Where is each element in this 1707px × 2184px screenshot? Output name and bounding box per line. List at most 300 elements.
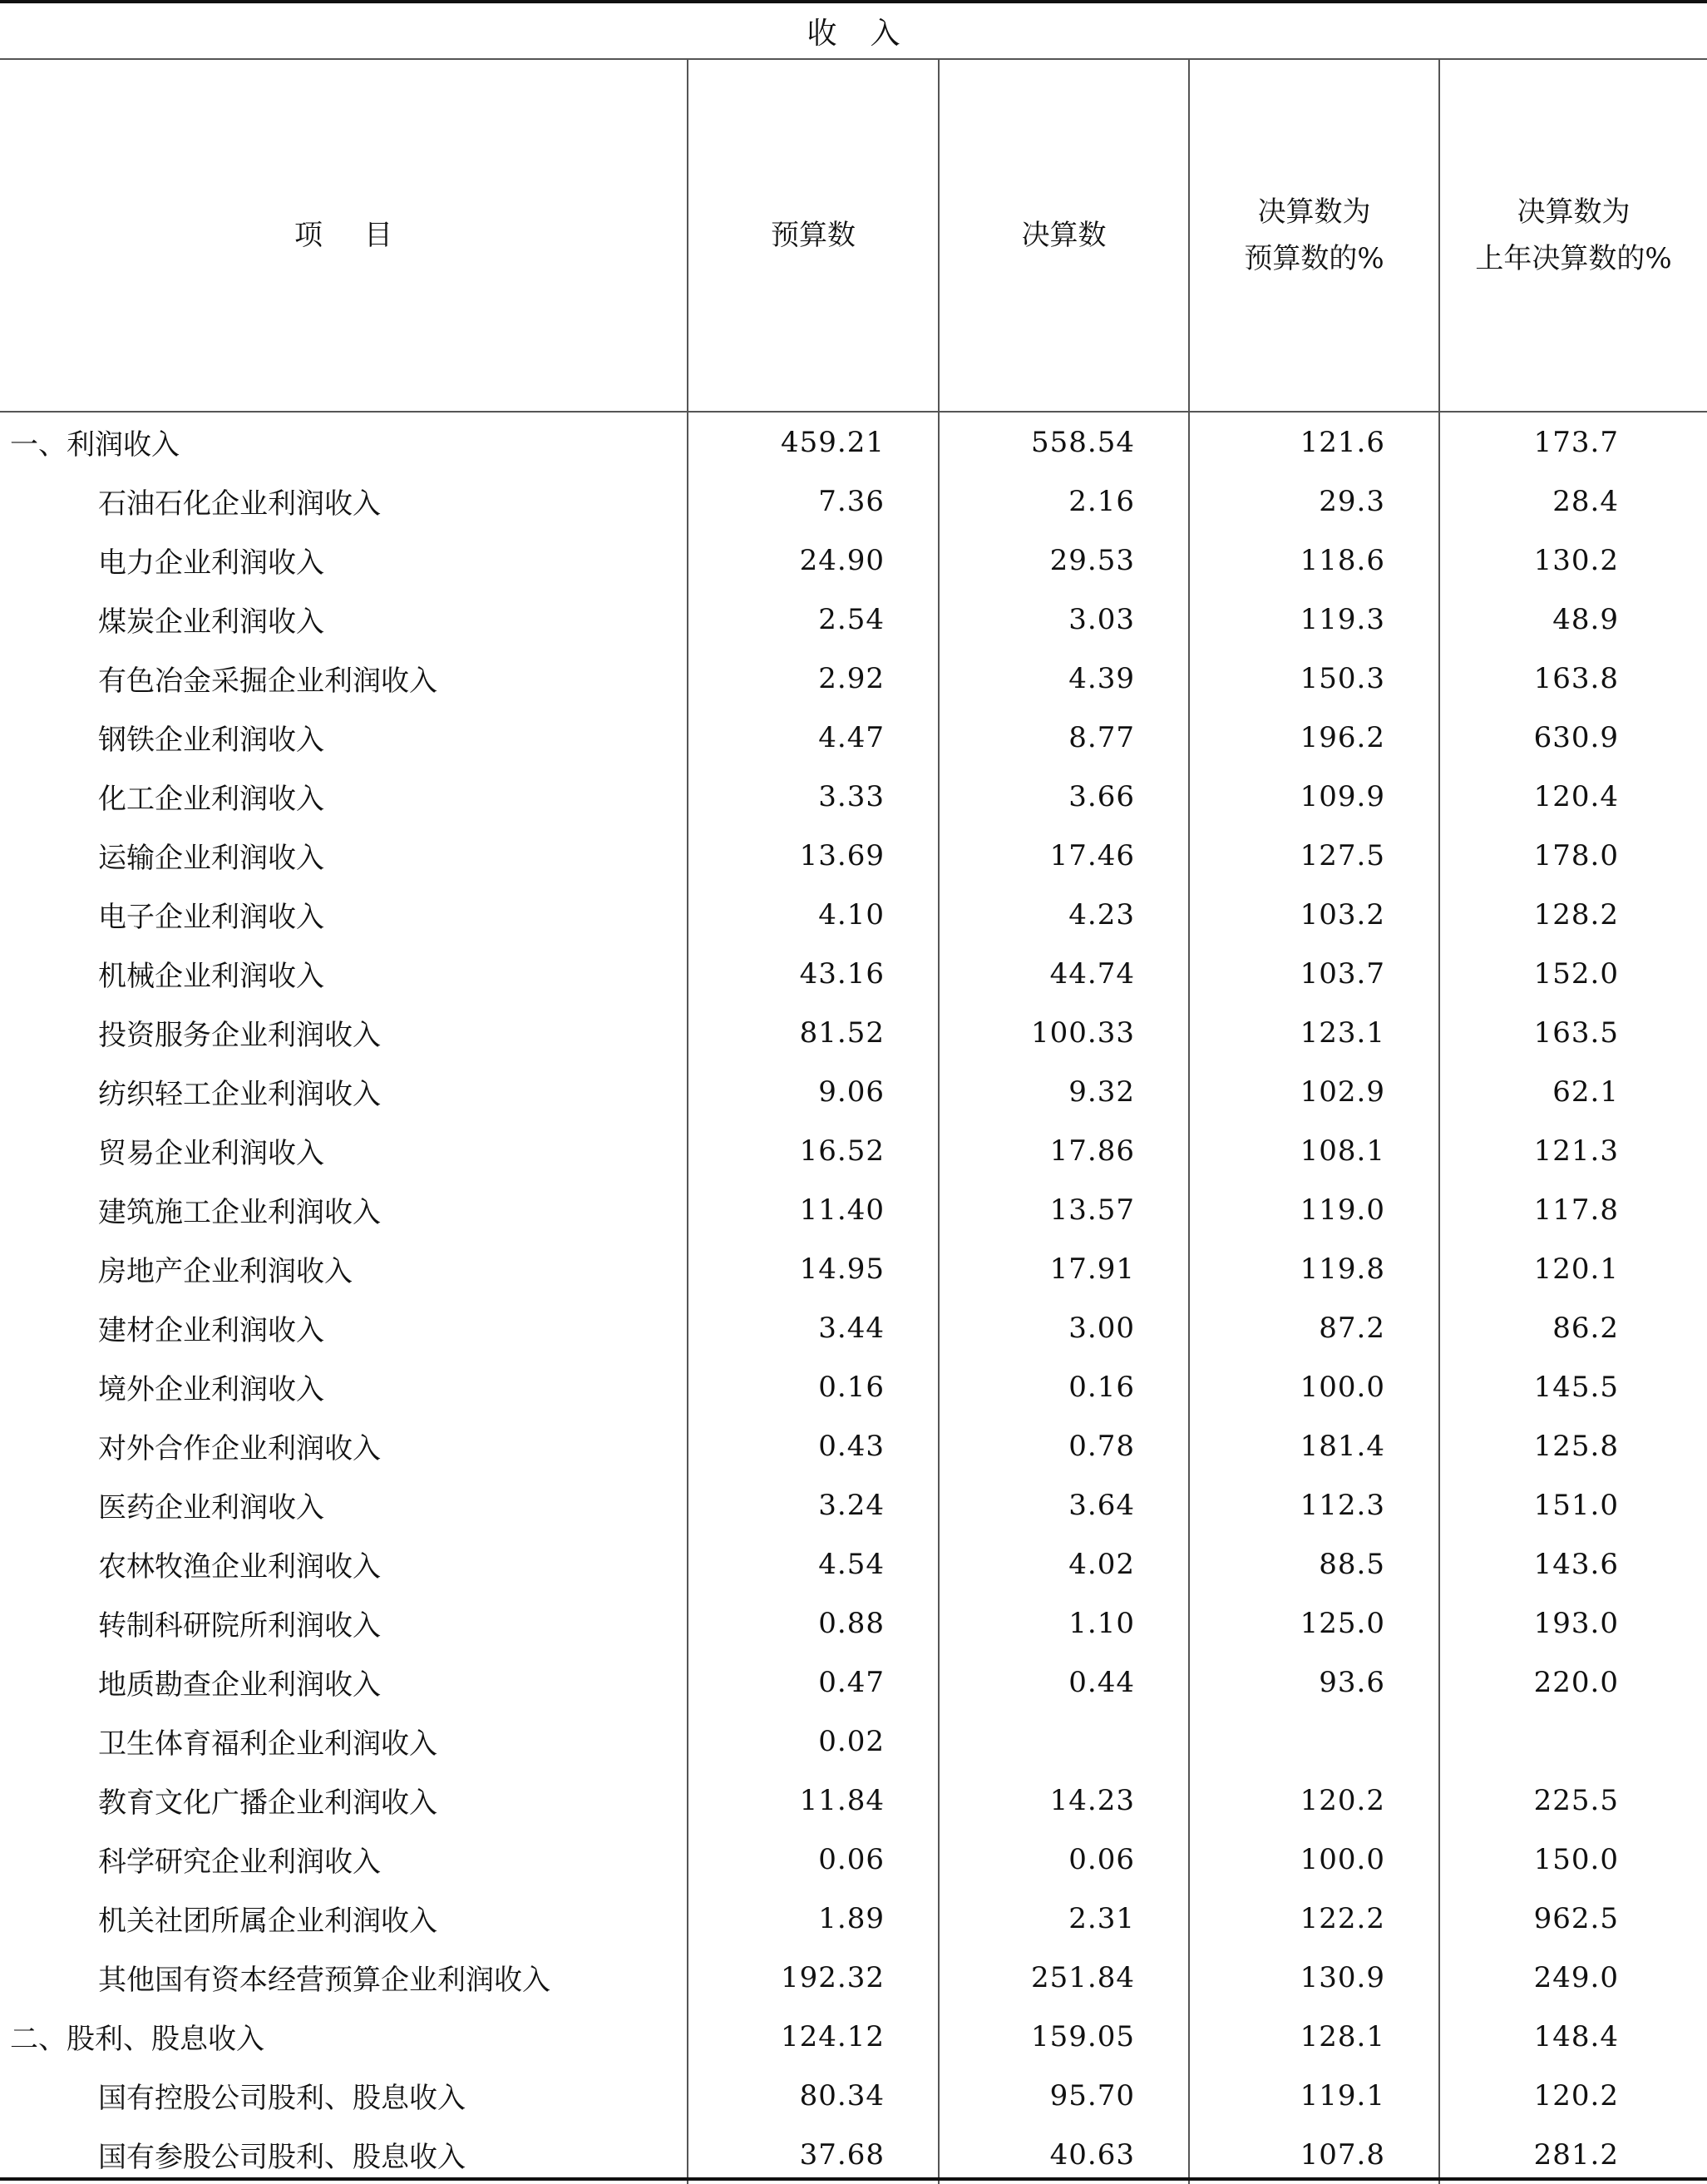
row-name-cell xyxy=(0,472,687,531)
final-cell xyxy=(938,1416,1188,1475)
final-cell xyxy=(938,1534,1188,1594)
final-cell-value: 3.66 xyxy=(1068,779,1135,813)
pct-budget-cell xyxy=(1188,1889,1438,1948)
pct-last-cell xyxy=(1438,1534,1707,1594)
final-cell-value: 3.64 xyxy=(1068,1488,1135,1522)
table-row xyxy=(0,885,1707,944)
final-cell xyxy=(938,1712,1188,1771)
header-final-pct-budget-line1: 决算数为 xyxy=(1257,195,1371,229)
budget-cell-value: 0.06 xyxy=(818,1842,885,1876)
table-row xyxy=(0,1534,1707,1594)
pct-last-cell xyxy=(1438,531,1707,590)
row-name-cell xyxy=(0,1948,687,2007)
pct-budget-cell xyxy=(1188,944,1438,1003)
budget-cell xyxy=(687,1712,938,1771)
row-name-cell xyxy=(0,885,687,944)
final-cell xyxy=(938,1180,1188,1239)
budget-cell xyxy=(687,2125,938,2184)
pct-last-cell-value: 62.1 xyxy=(1552,1075,1619,1109)
pct-budget-cell-value: 107.8 xyxy=(1300,2137,1385,2172)
row-name: 国有控股公司股利、股息收入 xyxy=(98,2082,466,2115)
final-cell-value: 0.44 xyxy=(1068,1665,1135,1699)
final-cell-value: 4.02 xyxy=(1068,1547,1135,1581)
table-row xyxy=(0,413,1707,472)
pct-budget-cell xyxy=(1188,1062,1438,1121)
pct-last-cell xyxy=(1438,413,1707,472)
budget-cell xyxy=(687,590,938,649)
budget-cell xyxy=(687,1830,938,1889)
table-row xyxy=(0,944,1707,1003)
budget-cell xyxy=(687,472,938,531)
pct-last-cell-value: 120.4 xyxy=(1533,779,1619,813)
budget-cell-value: 16.52 xyxy=(799,1134,885,1168)
budget-cell-value: 4.10 xyxy=(818,897,885,931)
pct-budget-cell-value: 150.3 xyxy=(1300,661,1385,695)
pct-last-cell-value: 281.2 xyxy=(1533,2137,1619,2172)
header-budget-label: 预算数 xyxy=(771,219,856,252)
budget-cell xyxy=(687,649,938,708)
pct-budget-cell-value: 103.7 xyxy=(1300,956,1385,991)
budget-cell xyxy=(687,2066,938,2125)
final-cell xyxy=(938,1062,1188,1121)
table-title: 收入 xyxy=(807,16,934,51)
pct-budget-cell-value: 108.1 xyxy=(1300,1134,1385,1168)
table-row xyxy=(0,1594,1707,1653)
pct-last-cell-value: 130.2 xyxy=(1533,543,1619,577)
final-cell xyxy=(938,1889,1188,1948)
pct-budget-cell xyxy=(1188,1653,1438,1712)
row-name-cell xyxy=(0,2125,687,2184)
pct-budget-cell-value: 120.2 xyxy=(1300,1783,1385,1817)
pct-last-cell-value: 630.9 xyxy=(1533,720,1619,754)
pct-budget-cell xyxy=(1188,826,1438,885)
final-cell-value: 558.54 xyxy=(1031,425,1135,459)
budget-cell xyxy=(687,1062,938,1121)
budget-cell xyxy=(687,1416,938,1475)
table-row xyxy=(0,826,1707,885)
pct-budget-cell xyxy=(1188,649,1438,708)
table-row xyxy=(0,708,1707,767)
row-name-cell xyxy=(0,2007,687,2066)
pct-budget-cell-value: 128.1 xyxy=(1300,2019,1385,2053)
budget-cell-value: 1.89 xyxy=(818,1901,885,1935)
final-cell xyxy=(938,1298,1188,1357)
pct-last-cell-value: 120.1 xyxy=(1533,1252,1619,1286)
pct-budget-cell xyxy=(1188,1416,1438,1475)
pct-last-cell xyxy=(1438,472,1707,531)
header-final-pct-budget xyxy=(1188,60,1438,411)
pct-last-cell-value: 125.8 xyxy=(1533,1429,1619,1463)
budget-cell-value: 459.21 xyxy=(781,425,885,459)
budget-cell xyxy=(687,2007,938,2066)
final-cell-value: 17.86 xyxy=(1049,1134,1135,1168)
header-item-label: 项目 xyxy=(294,219,434,252)
row-name: 机关社团所属企业利润收入 xyxy=(98,1905,437,1938)
table-row xyxy=(0,2066,1707,2125)
pct-last-cell xyxy=(1438,1239,1707,1298)
pct-last-cell xyxy=(1438,1948,1707,2007)
pct-last-cell-value: 249.0 xyxy=(1533,1960,1619,1994)
pct-budget-cell xyxy=(1188,531,1438,590)
final-cell-value: 8.77 xyxy=(1068,720,1135,754)
table-body xyxy=(0,413,1707,2184)
final-cell xyxy=(938,1948,1188,2007)
final-cell-value: 14.23 xyxy=(1049,1783,1135,1817)
pct-budget-cell-value: 118.6 xyxy=(1300,543,1385,577)
budget-cell-value: 4.47 xyxy=(818,720,885,754)
row-name: 机械企业利润收入 xyxy=(98,960,324,993)
pct-budget-cell xyxy=(1188,1594,1438,1653)
row-name: 建筑施工企业利润收入 xyxy=(98,1196,381,1229)
budget-cell-value: 3.33 xyxy=(818,779,885,813)
pct-budget-cell-value: 119.8 xyxy=(1300,1252,1385,1286)
row-name: 纺织轻工企业利润收入 xyxy=(98,1078,381,1111)
pct-last-cell-value: 117.8 xyxy=(1533,1193,1619,1227)
final-cell-value: 17.46 xyxy=(1049,838,1135,872)
final-cell xyxy=(938,531,1188,590)
final-cell xyxy=(938,2007,1188,2066)
row-name: 有色冶金采掘企业利润收入 xyxy=(98,665,437,698)
pct-budget-cell xyxy=(1188,1239,1438,1298)
table-row xyxy=(0,1771,1707,1830)
row-name: 其他国有资本经营预算企业利润收入 xyxy=(98,1964,550,1997)
budget-cell xyxy=(687,1475,938,1534)
row-name: 化工企业利润收入 xyxy=(98,783,324,816)
row-name: 电力企业利润收入 xyxy=(98,546,324,580)
pct-budget-cell-value: 125.0 xyxy=(1300,1606,1385,1640)
budget-cell-value: 0.88 xyxy=(818,1606,885,1640)
budget-cell xyxy=(687,885,938,944)
table-row xyxy=(0,590,1707,649)
pct-last-cell xyxy=(1438,1357,1707,1416)
final-cell-value: 17.91 xyxy=(1049,1252,1135,1286)
row-name-cell xyxy=(0,1712,687,1771)
pct-budget-cell-value: 119.1 xyxy=(1300,2078,1385,2112)
budget-cell-value: 37.68 xyxy=(799,2137,885,2172)
pct-budget-cell xyxy=(1188,1534,1438,1594)
table-row xyxy=(0,1653,1707,1712)
pct-last-cell xyxy=(1438,1653,1707,1712)
pct-budget-cell xyxy=(1188,1712,1438,1771)
budget-cell-value: 9.06 xyxy=(818,1075,885,1109)
pct-budget-cell-value: 109.9 xyxy=(1300,779,1385,813)
row-name-cell xyxy=(0,2066,687,2125)
header-item xyxy=(0,60,687,411)
pct-last-cell-value: 143.6 xyxy=(1533,1547,1619,1581)
table-row xyxy=(0,472,1707,531)
budget-cell-value: 43.16 xyxy=(799,956,885,991)
pct-last-cell-value: 28.4 xyxy=(1552,484,1619,518)
final-cell xyxy=(938,472,1188,531)
budget-cell-value: 80.34 xyxy=(799,2078,885,2112)
row-name: 教育文化广播企业利润收入 xyxy=(98,1786,437,1820)
pct-last-cell xyxy=(1438,708,1707,767)
pct-last-cell-value: 163.5 xyxy=(1533,1015,1619,1050)
budget-cell xyxy=(687,413,938,472)
table-row xyxy=(0,1180,1707,1239)
budget-cell-value: 0.02 xyxy=(818,1724,885,1758)
pct-budget-cell-value: 29.3 xyxy=(1319,484,1385,518)
pct-budget-cell-value: 88.5 xyxy=(1319,1547,1385,1581)
bottom-rule xyxy=(0,2177,1707,2181)
table-row xyxy=(0,2125,1707,2184)
pct-last-cell-value: 178.0 xyxy=(1533,838,1619,872)
table-title-row xyxy=(0,3,1707,60)
pct-budget-cell-value: 93.6 xyxy=(1319,1665,1385,1699)
table-row xyxy=(0,1121,1707,1180)
pct-last-cell-value: 48.9 xyxy=(1552,602,1619,636)
final-cell-value: 40.63 xyxy=(1049,2137,1135,2172)
pct-last-cell-value: 173.7 xyxy=(1533,425,1619,459)
row-name-cell xyxy=(0,1653,687,1712)
pct-budget-cell xyxy=(1188,1121,1438,1180)
pct-budget-cell-value: 102.9 xyxy=(1300,1075,1385,1109)
row-name-cell xyxy=(0,826,687,885)
row-name: 投资服务企业利润收入 xyxy=(98,1019,381,1052)
row-name-cell xyxy=(0,1416,687,1475)
budget-cell-value: 24.90 xyxy=(799,543,885,577)
budget-cell-value: 4.54 xyxy=(818,1547,885,1581)
row-name: 地质勘查企业利润收入 xyxy=(98,1668,381,1702)
table-row xyxy=(0,767,1707,826)
final-cell-value: 13.57 xyxy=(1049,1193,1135,1227)
pct-last-cell xyxy=(1438,885,1707,944)
pct-budget-cell xyxy=(1188,1948,1438,2007)
table-row xyxy=(0,1948,1707,2007)
header-budget xyxy=(687,60,938,411)
final-cell-value: 2.31 xyxy=(1068,1901,1135,1935)
pct-budget-cell-value: 127.5 xyxy=(1300,838,1385,872)
pct-last-cell xyxy=(1438,767,1707,826)
final-cell xyxy=(938,1653,1188,1712)
pct-budget-cell-value: 130.9 xyxy=(1300,1960,1385,1994)
budget-cell-value: 13.69 xyxy=(799,838,885,872)
row-name-cell xyxy=(0,1534,687,1594)
final-cell xyxy=(938,1771,1188,1830)
pct-last-cell xyxy=(1438,2125,1707,2184)
header-final-pct-last-line2: 上年决算数的% xyxy=(1475,242,1672,275)
final-cell xyxy=(938,1357,1188,1416)
pct-last-cell xyxy=(1438,1416,1707,1475)
budget-cell xyxy=(687,1889,938,1948)
table-row xyxy=(0,1062,1707,1121)
table-row xyxy=(0,1416,1707,1475)
header-row xyxy=(0,60,1707,413)
row-name: 煤炭企业利润收入 xyxy=(98,605,324,639)
header-final xyxy=(938,60,1188,411)
row-name-cell xyxy=(0,944,687,1003)
budget-cell-value: 124.12 xyxy=(781,2019,885,2053)
row-name-cell xyxy=(0,413,687,472)
pct-last-cell xyxy=(1438,944,1707,1003)
pct-budget-cell xyxy=(1188,1475,1438,1534)
pct-budget-cell-value: 122.2 xyxy=(1300,1901,1385,1935)
row-name: 建材企业利润收入 xyxy=(98,1314,324,1347)
final-cell xyxy=(938,590,1188,649)
final-cell-value: 4.23 xyxy=(1068,897,1135,931)
pct-budget-cell-value: 100.0 xyxy=(1300,1842,1385,1876)
row-name-cell xyxy=(0,1357,687,1416)
row-name: 二、股利、股息收入 xyxy=(10,2023,264,2056)
pct-last-cell-value: 86.2 xyxy=(1552,1311,1619,1345)
pct-budget-cell xyxy=(1188,2007,1438,2066)
budget-cell xyxy=(687,1594,938,1653)
final-cell-value: 0.16 xyxy=(1068,1370,1135,1404)
pct-last-cell-value: 151.0 xyxy=(1533,1488,1619,1522)
pct-last-cell-value: 225.5 xyxy=(1533,1783,1619,1817)
pct-budget-cell xyxy=(1188,767,1438,826)
row-name-cell xyxy=(0,1771,687,1830)
pct-budget-cell-value: 181.4 xyxy=(1300,1429,1385,1463)
budget-cell-value: 81.52 xyxy=(799,1015,885,1050)
pct-last-cell xyxy=(1438,1062,1707,1121)
final-cell xyxy=(938,1830,1188,1889)
row-name-cell xyxy=(0,649,687,708)
row-name-cell xyxy=(0,1180,687,1239)
budget-cell xyxy=(687,531,938,590)
row-name-cell xyxy=(0,767,687,826)
final-cell xyxy=(938,1003,1188,1062)
pct-last-cell xyxy=(1438,1298,1707,1357)
budget-cell-value: 0.16 xyxy=(818,1370,885,1404)
budget-cell xyxy=(687,1003,938,1062)
row-name: 电子企业利润收入 xyxy=(98,901,324,934)
pct-budget-cell xyxy=(1188,708,1438,767)
budget-cell-value: 0.43 xyxy=(818,1429,885,1463)
final-cell-value: 1.10 xyxy=(1068,1606,1135,1640)
pct-budget-cell-value: 123.1 xyxy=(1300,1015,1385,1050)
budget-cell xyxy=(687,1653,938,1712)
table-row xyxy=(0,1298,1707,1357)
pct-budget-cell xyxy=(1188,1180,1438,1239)
pct-last-cell xyxy=(1438,1771,1707,1830)
final-cell-value: 3.00 xyxy=(1068,1311,1135,1345)
header-final-pct-last-line1: 决算数为 xyxy=(1517,195,1631,229)
header-final-pct-last xyxy=(1438,60,1707,411)
final-cell-value: 251.84 xyxy=(1031,1960,1135,1994)
pct-last-cell xyxy=(1438,1830,1707,1889)
row-name: 医药企业利润收入 xyxy=(98,1491,324,1524)
pct-budget-cell-value: 119.3 xyxy=(1300,602,1385,636)
final-cell-value: 4.39 xyxy=(1068,661,1135,695)
row-name: 钢铁企业利润收入 xyxy=(98,724,324,757)
budget-cell xyxy=(687,1948,938,2007)
table-row xyxy=(0,1475,1707,1534)
final-cell-value: 3.03 xyxy=(1068,602,1135,636)
final-cell xyxy=(938,2066,1188,2125)
pct-last-cell-value: 121.3 xyxy=(1533,1134,1619,1168)
row-name-cell xyxy=(0,1830,687,1889)
final-cell-value: 9.32 xyxy=(1068,1075,1135,1109)
pct-budget-cell xyxy=(1188,1003,1438,1062)
final-cell-value: 159.05 xyxy=(1031,2019,1135,2053)
row-name: 对外合作企业利润收入 xyxy=(98,1432,381,1465)
table-row xyxy=(0,649,1707,708)
pct-budget-cell xyxy=(1188,1830,1438,1889)
pct-last-cell-value: 152.0 xyxy=(1533,956,1619,991)
budget-cell-value: 7.36 xyxy=(818,484,885,518)
final-cell xyxy=(938,1475,1188,1534)
budget-cell-value: 14.95 xyxy=(799,1252,885,1286)
final-cell-value: 100.33 xyxy=(1031,1015,1135,1050)
budget-cell xyxy=(687,1121,938,1180)
table-row xyxy=(0,1357,1707,1416)
pct-budget-cell xyxy=(1188,1357,1438,1416)
pct-budget-cell-value: 87.2 xyxy=(1319,1311,1385,1345)
pct-last-cell xyxy=(1438,1180,1707,1239)
budget-cell xyxy=(687,1771,938,1830)
final-cell xyxy=(938,944,1188,1003)
header-final-label: 决算数 xyxy=(1021,219,1107,252)
pct-budget-cell xyxy=(1188,413,1438,472)
pct-budget-cell-value: 121.6 xyxy=(1300,425,1385,459)
final-cell-value: 2.16 xyxy=(1068,484,1135,518)
pct-last-cell-value: 150.0 xyxy=(1533,1842,1619,1876)
pct-last-cell-value: 220.0 xyxy=(1533,1665,1619,1699)
budget-cell xyxy=(687,1357,938,1416)
final-cell xyxy=(938,1121,1188,1180)
final-cell xyxy=(938,826,1188,885)
row-name-cell xyxy=(0,1298,687,1357)
pct-last-cell xyxy=(1438,649,1707,708)
table-row xyxy=(0,2007,1707,2066)
final-cell-value: 95.70 xyxy=(1049,2078,1135,2112)
row-name-cell xyxy=(0,1239,687,1298)
final-cell xyxy=(938,1239,1188,1298)
pct-last-cell xyxy=(1438,2007,1707,2066)
budget-cell-value: 3.24 xyxy=(818,1488,885,1522)
table-row xyxy=(0,531,1707,590)
pct-last-cell-value: 163.8 xyxy=(1533,661,1619,695)
pct-budget-cell xyxy=(1188,2125,1438,2184)
pct-budget-cell-value: 119.0 xyxy=(1300,1193,1385,1227)
row-name: 国有参股公司股利、股息收入 xyxy=(98,2141,466,2174)
pct-budget-cell-value: 100.0 xyxy=(1300,1370,1385,1404)
row-name: 农林牧渔企业利润收入 xyxy=(98,1550,381,1584)
final-cell-value: 29.53 xyxy=(1049,543,1135,577)
table-row xyxy=(0,1712,1707,1771)
pct-budget-cell-value: 103.2 xyxy=(1300,897,1385,931)
table-row xyxy=(0,1239,1707,1298)
budget-cell-value: 11.84 xyxy=(799,1783,885,1817)
final-cell xyxy=(938,1594,1188,1653)
pct-last-cell-value: 120.2 xyxy=(1533,2078,1619,2112)
row-name: 贸易企业利润收入 xyxy=(98,1137,324,1170)
table-row xyxy=(0,1003,1707,1062)
budget-cell-value: 192.32 xyxy=(781,1960,885,1994)
row-name: 石油石化企业利润收入 xyxy=(98,487,381,521)
pct-budget-cell-value: 196.2 xyxy=(1300,720,1385,754)
final-cell xyxy=(938,413,1188,472)
budget-cell xyxy=(687,826,938,885)
pct-last-cell xyxy=(1438,1121,1707,1180)
pct-budget-cell xyxy=(1188,590,1438,649)
row-name-cell xyxy=(0,1594,687,1653)
pct-budget-cell xyxy=(1188,885,1438,944)
row-name-cell xyxy=(0,708,687,767)
pct-budget-cell-value: 112.3 xyxy=(1300,1488,1385,1522)
budget-cell-value: 0.47 xyxy=(818,1665,885,1699)
pct-last-cell-value: 145.5 xyxy=(1533,1370,1619,1404)
budget-cell xyxy=(687,767,938,826)
pct-last-cell-value: 128.2 xyxy=(1533,897,1619,931)
pct-last-cell xyxy=(1438,826,1707,885)
budget-cell xyxy=(687,1534,938,1594)
table-row xyxy=(0,1889,1707,1948)
pct-last-cell xyxy=(1438,1475,1707,1534)
budget-cell xyxy=(687,1239,938,1298)
final-cell xyxy=(938,885,1188,944)
